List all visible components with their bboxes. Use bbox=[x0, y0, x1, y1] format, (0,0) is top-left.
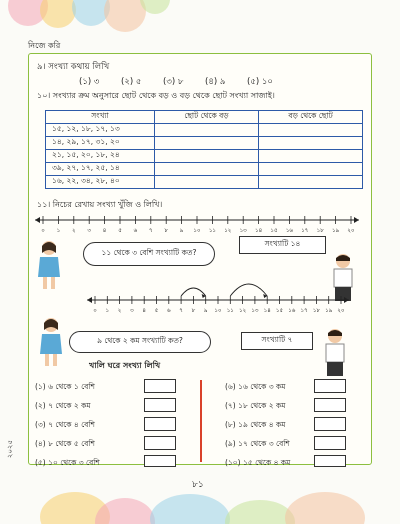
answer-cell[interactable] bbox=[259, 150, 363, 163]
exercise-frame bbox=[28, 53, 372, 465]
answer-cell[interactable] bbox=[259, 176, 363, 189]
page-heading: নিজে করি bbox=[28, 41, 61, 50]
q10-title: ১০। সংখ্যার ক্রম অনুসারে ছোট থেকে বড় ও বড় থেকে ছোট সংখ্যা সাজাই। bbox=[37, 91, 275, 100]
tick-label: ১৫ bbox=[270, 228, 278, 234]
tick-label: ১ bbox=[105, 308, 110, 314]
tick-label: ১৪ bbox=[255, 228, 263, 234]
tick-label: ৬ bbox=[133, 228, 138, 234]
answer-cell[interactable] bbox=[155, 137, 259, 150]
tick-label: ১৪ bbox=[263, 308, 271, 314]
q9-item: (৩) ৮ bbox=[163, 77, 184, 87]
table-header: বড় থেকে ছোট bbox=[259, 111, 363, 124]
girl-figure-icon bbox=[37, 316, 65, 368]
fill-item: (৪) ৮ থেকে ৫ বেশি bbox=[35, 439, 95, 448]
arrow-left-icon bbox=[87, 297, 92, 303]
answer-input-box[interactable] bbox=[144, 398, 176, 412]
tick-label: ১৯ bbox=[325, 308, 333, 314]
arrow-right-icon bbox=[354, 217, 359, 223]
tick-label: ১৮ bbox=[316, 228, 324, 234]
tick-label: ১২ bbox=[239, 308, 247, 314]
tick-label: ১৩ bbox=[239, 228, 247, 234]
tick-label: ৮ bbox=[164, 228, 168, 234]
boy-figure-icon bbox=[321, 327, 349, 379]
answer-cell[interactable] bbox=[259, 124, 363, 137]
numbers-cell: ১৫, ১২, ১৮, ১৭, ১৩ bbox=[46, 124, 155, 137]
answer-box: সংখ্যাটি ৭ bbox=[241, 332, 313, 350]
tick-label: ১৩ bbox=[251, 308, 259, 314]
tick-label: ৭ bbox=[179, 308, 183, 314]
tick-label: ৯ bbox=[203, 308, 208, 314]
top-decoration bbox=[0, 0, 400, 38]
fill-title: খালি ঘরে সংখ্যা লিখি bbox=[89, 361, 161, 370]
tick-label: ৯ bbox=[179, 228, 184, 234]
page-number: ৮১ bbox=[192, 480, 204, 490]
tick-label: ৫ bbox=[118, 228, 122, 234]
tick-label: ১০ bbox=[214, 308, 222, 314]
number-line-1 bbox=[29, 212, 371, 236]
side-code: ২০২৫ bbox=[6, 440, 14, 459]
fill-item: (৩) ৭ থেকে ৪ বেশি bbox=[35, 420, 95, 429]
numbers-cell: ১৪, ২৯, ১৭, ৩১, ২০ bbox=[46, 137, 155, 150]
speech-bubble-question: ১১ থেকে ৩ বেশি সংখ্যাটি কত? bbox=[83, 242, 215, 266]
jump-arc bbox=[230, 284, 267, 296]
q11-title: ১১। নিচের রেখায় সংখ্যা খুঁজি ও লিখি। bbox=[37, 200, 163, 209]
tick-label: ১৫ bbox=[275, 308, 284, 314]
answer-input-box[interactable] bbox=[314, 417, 346, 431]
table-row bbox=[46, 124, 363, 137]
arrow-right-icon bbox=[344, 297, 349, 303]
tick-label: ৩ bbox=[87, 228, 91, 234]
tick-label: ১৬ bbox=[285, 228, 293, 234]
tick-label: ১৬ bbox=[288, 308, 296, 314]
answer-cell[interactable] bbox=[259, 163, 363, 176]
answer-input-box[interactable] bbox=[314, 436, 346, 450]
number-line-2 bbox=[29, 276, 371, 316]
number-order-table bbox=[45, 110, 363, 189]
tick-label: ৬ bbox=[167, 308, 171, 314]
tick-label: ১৯ bbox=[332, 228, 340, 234]
fill-item: (৮) ১৯ থেকে ৪ কম bbox=[225, 420, 286, 429]
answer-cell[interactable] bbox=[155, 176, 259, 189]
fill-item: (৫) ১০ থেকে ৩ বেশি bbox=[35, 458, 100, 467]
tick-label: ৪ bbox=[102, 228, 107, 234]
table-row bbox=[46, 176, 363, 189]
answer-input-box[interactable] bbox=[144, 436, 176, 450]
numbers-cell: ২১, ১৫, ২০, ১৮, ২৪ bbox=[46, 150, 155, 163]
q9-item: (৪) ৯ bbox=[205, 77, 226, 87]
table-header: ছোট থেকে বড় bbox=[155, 111, 259, 124]
fill-item: (৯) ১৭ থেকে ৩ বেশি bbox=[225, 439, 290, 448]
fill-item: (১) ৬ থেকে ১ বেশি bbox=[35, 382, 95, 391]
answer-cell[interactable] bbox=[155, 163, 259, 176]
tick-label: ২০ bbox=[347, 228, 355, 234]
answer-cell[interactable] bbox=[155, 124, 259, 137]
tick-label: ২ bbox=[117, 308, 122, 314]
tick-label: ৭ bbox=[149, 228, 153, 234]
table-row bbox=[46, 137, 363, 150]
table-row bbox=[46, 163, 363, 176]
tick-label: ১২ bbox=[224, 228, 232, 234]
tick-label: ২০ bbox=[337, 308, 345, 314]
tick-label: ১৭ bbox=[301, 228, 309, 234]
speech-bubble-question: ৯ থেকে ২ কম সংখ্যাটি কত? bbox=[69, 331, 211, 353]
tick-label: ৩ bbox=[130, 308, 134, 314]
tick-label: ১১ bbox=[226, 308, 234, 314]
answer-input-box[interactable] bbox=[314, 398, 346, 412]
answer-input-box[interactable] bbox=[314, 455, 346, 467]
answer-input-box[interactable] bbox=[314, 379, 346, 393]
fill-item: (৬) ১৬ থেকে ৩ কম bbox=[225, 382, 286, 391]
tick-label: ১ bbox=[56, 228, 61, 234]
q9-item: (৫) ১০ bbox=[247, 77, 273, 87]
q9-title: ৯। সংখ্যা কথায় লিখি bbox=[37, 62, 110, 72]
bottom-decoration bbox=[0, 488, 400, 524]
answer-box: সংখ্যাটি ১৪ bbox=[239, 236, 326, 254]
tick-label: ১৭ bbox=[300, 308, 308, 314]
tick-label: ৮ bbox=[191, 308, 196, 314]
numbers-cell: ৩৯, ২৭, ১৭, ২৫, ১৪ bbox=[46, 163, 155, 176]
tick-label: ১০ bbox=[193, 228, 201, 234]
q9-item: (২) ৫ bbox=[121, 77, 142, 87]
column-divider bbox=[200, 380, 202, 462]
arrow-left-icon bbox=[35, 217, 40, 223]
answer-cell[interactable] bbox=[259, 137, 363, 150]
answer-input-box[interactable] bbox=[144, 379, 176, 393]
tick-label: ৪ bbox=[142, 308, 146, 314]
fill-item: (২) ৭ থেকে ২ কম bbox=[35, 401, 91, 410]
tick-label: ০ bbox=[41, 228, 45, 234]
tick-label: ২ bbox=[72, 228, 76, 234]
answer-input-box[interactable] bbox=[144, 455, 176, 467]
table-header: সংখ্যা bbox=[46, 111, 155, 124]
tick-label: ৫ bbox=[154, 308, 159, 314]
answer-input-box[interactable] bbox=[144, 417, 176, 431]
answer-cell[interactable] bbox=[155, 150, 259, 163]
q9-item: (১) ৩ bbox=[79, 77, 100, 87]
tick-label: ০ bbox=[93, 308, 97, 314]
tick-label: ১১ bbox=[208, 228, 216, 234]
fill-item: (৭) ১৮ থেকে ২ কম bbox=[225, 401, 286, 410]
tick-label: ১৮ bbox=[312, 308, 320, 314]
fill-item: (১০) ১৫ থেকে ৪ কম bbox=[225, 458, 291, 467]
table-row bbox=[46, 150, 363, 163]
numbers-cell: ১৬, ২২, ৩৪, ২৮, ৪০ bbox=[46, 176, 155, 189]
